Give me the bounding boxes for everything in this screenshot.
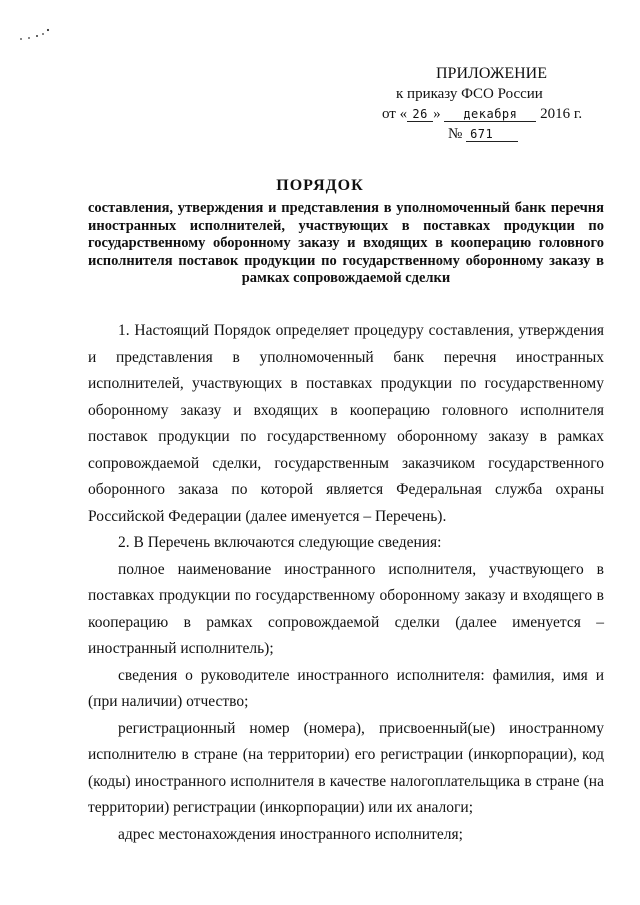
number-value: 671: [466, 127, 518, 142]
document-subtitle: составления, утверждения и представления в уполномоченный банк перечня иностранных исполнителей, участвующих в поставках продукции по государственному оборонному заказу и входящих в кооперацию головного исполнителя поставок продукции по государственному оборонному заказу в рамках сопровождаемой сделки: [88, 200, 604, 286]
scan-specks: [18, 26, 58, 46]
paragraph-4: сведения о руководителе иностранного исполнителя: фамилия, имя и (при наличии) отчество;: [88, 666, 604, 710]
order-date: [380, 104, 630, 124]
appendix-title: ПРИЛОЖЕНИЕ: [436, 65, 548, 82]
paragraph-3: полное наименование иностранного исполнителя, участвующего в поставках продукции по государственному оборонному заказу и входящего в кооперацию в рамках сопровождаемой сделки (далее именуется – иностранный исполнитель);: [88, 560, 604, 657]
number-label: №: [448, 126, 463, 142]
order-reference: к приказу ФСО России: [396, 86, 543, 102]
date-mid: »: [433, 106, 441, 122]
document-body: [88, 318, 604, 848]
date-month: декабря: [444, 107, 536, 122]
appendix-header: [380, 64, 630, 144]
paragraph-5: регистрационный номер (номера), присвоенный(ые) иностранному исполнителю в стране (на территории) его регистрации (инкорпорации), код (коды) иностранного исполнителя в качестве налогоплательщика в стране (на территории) регистрации (инкорпорации) или их аналоги;: [88, 719, 604, 816]
document-title: ПОРЯДОК: [276, 177, 364, 194]
date-day: 26: [407, 107, 433, 122]
paragraph-6: адрес местонахождения иностранного исполнителя;: [118, 825, 463, 843]
paragraph-2: 2. В Перечень включаются следующие сведения:: [118, 534, 442, 551]
paragraph-1: 1. Настоящий Порядок определяет процедуру составления, утверждения и представления в уполномоченный банк перечня иностранных исполнителей, участвующих в поставках продукции по государственному оборонному заказу и входящих в кооперацию головного исполнителя поставок продукции по государственному оборонному заказу в рамках сопровождаемой сделки, государственным заказчиком государственного оборонного заказа по которой является Федеральная служба охраны Российской Федерации (далее именуется – Перечень).: [88, 322, 604, 525]
date-prefix: от «: [382, 106, 408, 122]
order-number: [380, 124, 630, 144]
date-year: 2016 г.: [540, 106, 583, 122]
